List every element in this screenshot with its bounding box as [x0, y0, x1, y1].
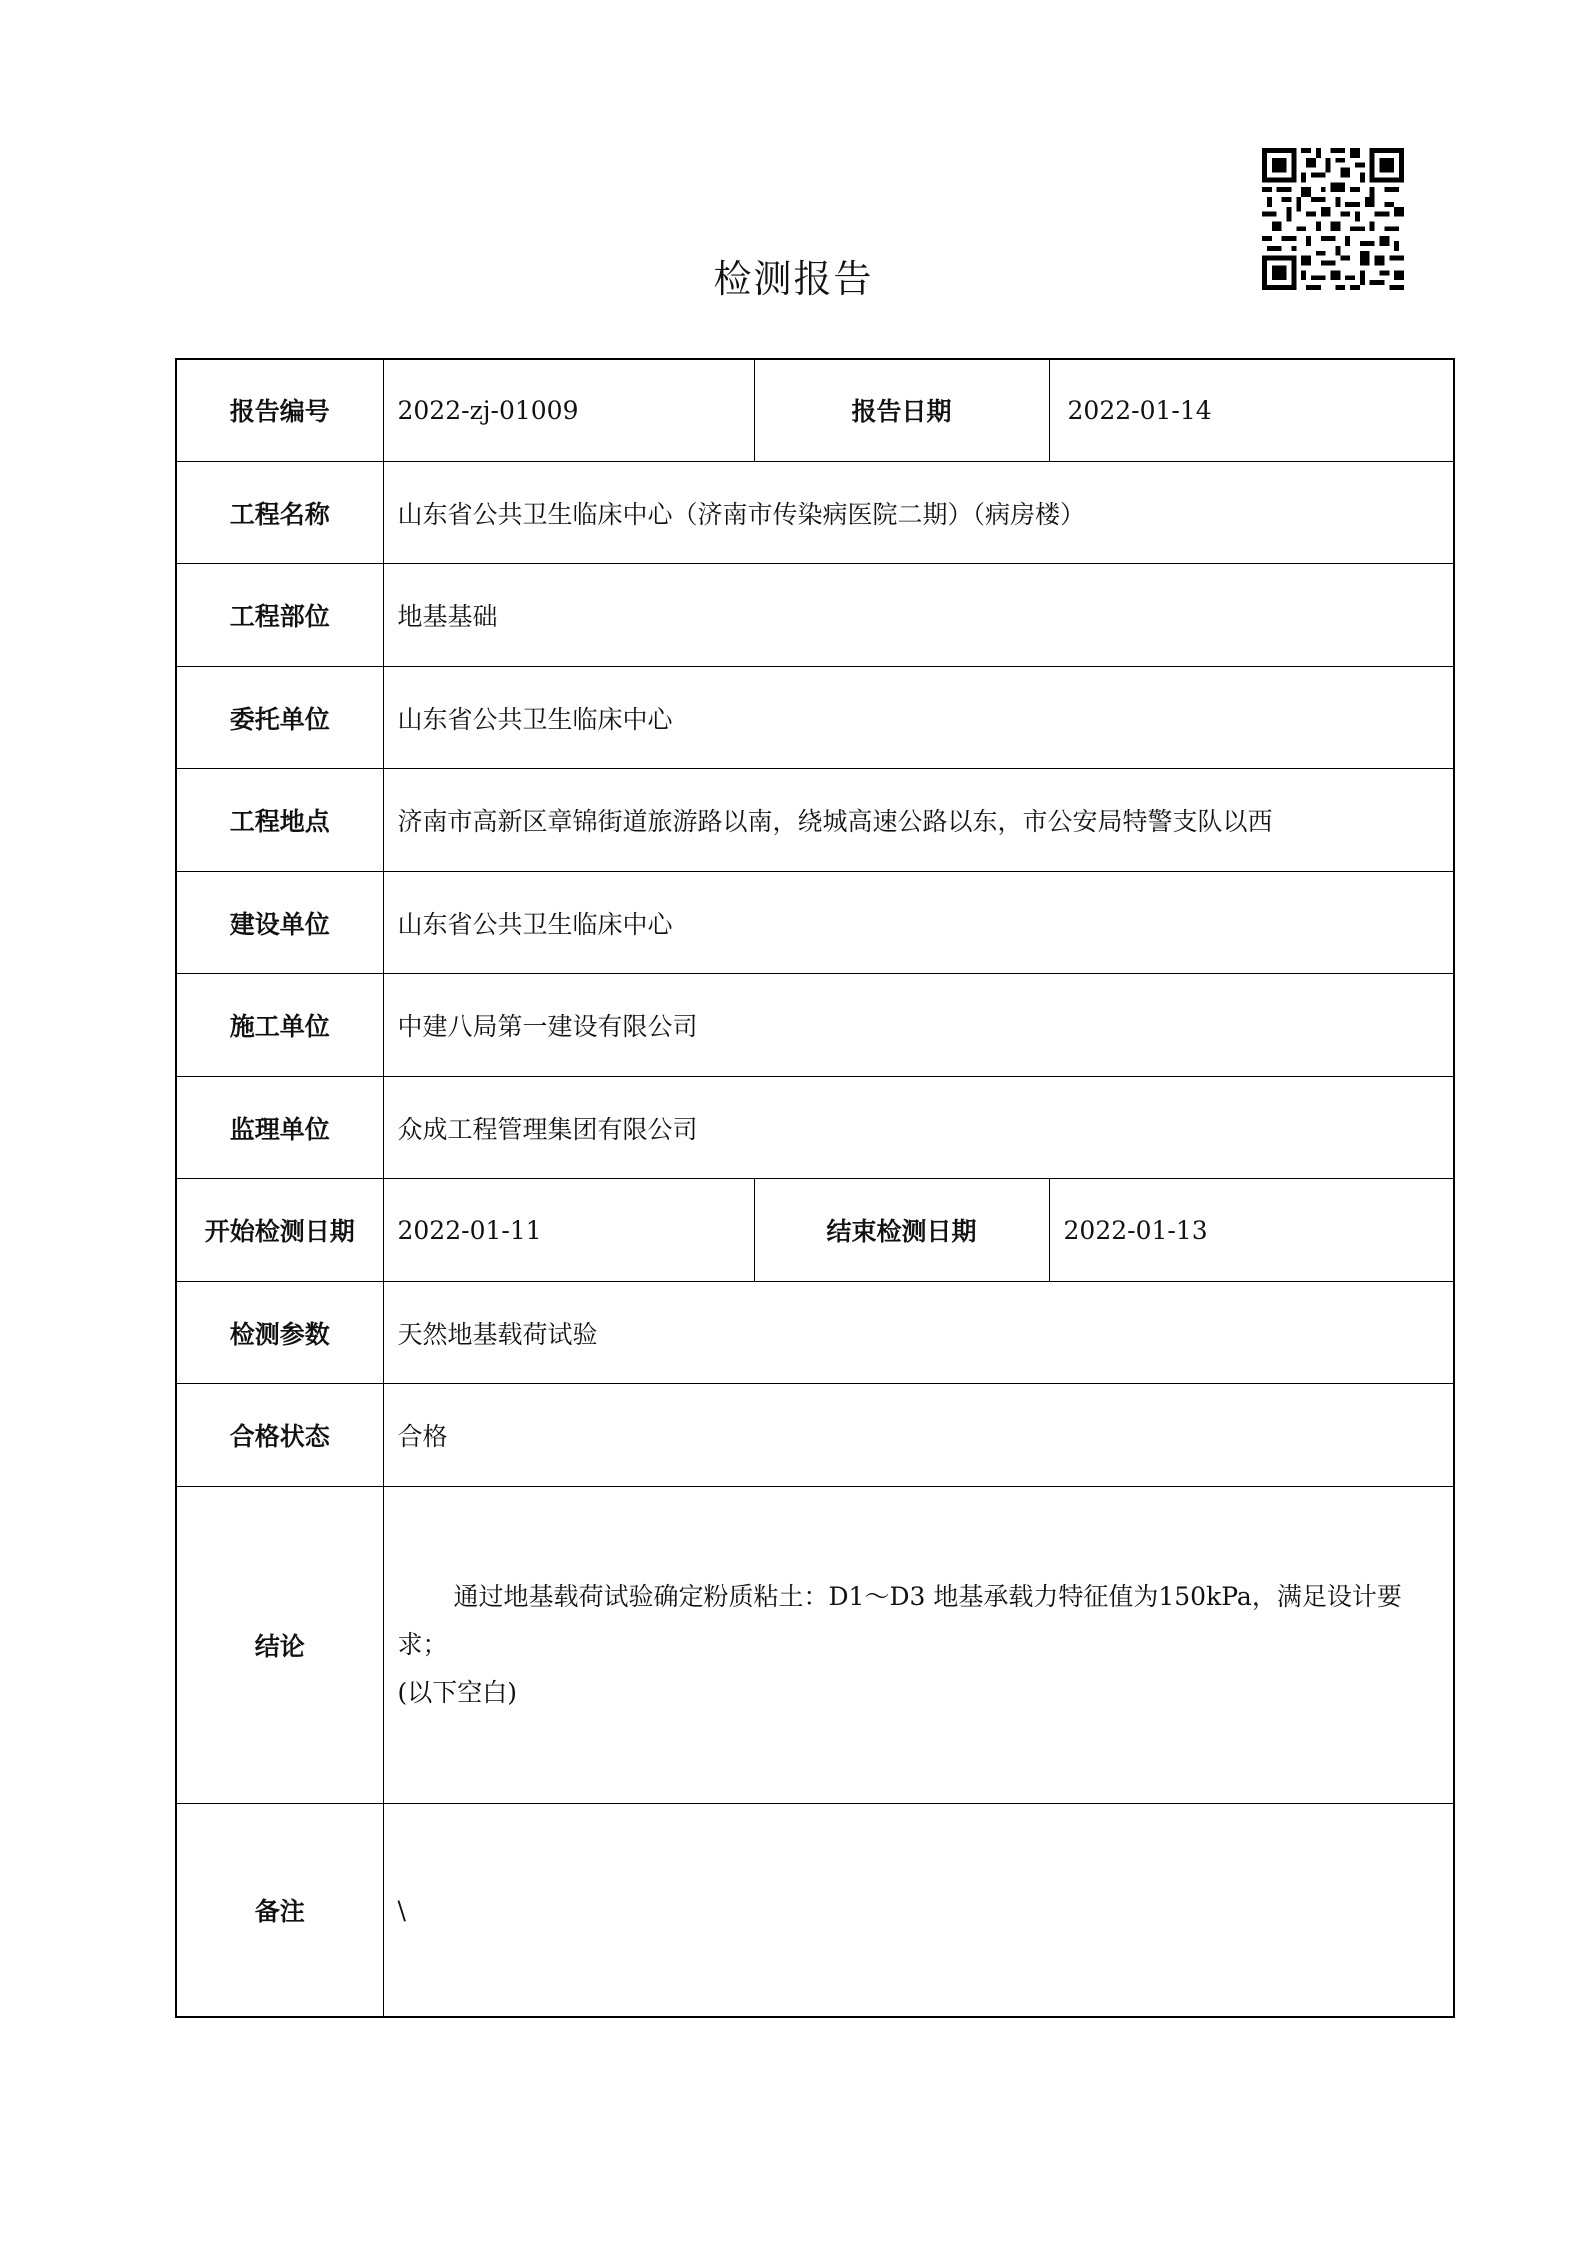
- row-builder: [176, 871, 1454, 973]
- report-no-label: 报告编号: [176, 359, 383, 461]
- project-part-label: 工程部位: [176, 564, 383, 666]
- client-value: 山东省公共卫生临床中心: [383, 666, 1454, 768]
- parameter-value: 天然地基载荷试验: [383, 1281, 1454, 1383]
- conclusion-blank-note: (以下空白): [397, 1678, 518, 1708]
- parameter-label: 检测参数: [176, 1281, 383, 1383]
- end-date-label: 结束检测日期: [754, 1179, 1049, 1281]
- location-value: 济南市高新区章锦街道旅游路以南，绕城高速公路以东，市公安局特警支队以西: [383, 769, 1454, 871]
- contractor-label: 施工单位: [176, 974, 383, 1076]
- client-label: 委托单位: [176, 666, 383, 768]
- report-date-label: 报告日期: [754, 359, 1049, 461]
- builder-label: 建设单位: [176, 871, 383, 973]
- conclusion-label: 结论: [176, 1486, 383, 1804]
- supervisor-value: 众成工程管理集团有限公司: [383, 1076, 1454, 1178]
- row-location: [176, 769, 1454, 871]
- conclusion-cell: [383, 1486, 1454, 1804]
- contractor-value: 中建八局第一建设有限公司: [383, 974, 1454, 1076]
- remarks-label: 备注: [176, 1804, 383, 2017]
- row-report-no: [176, 359, 1454, 461]
- report-table: [175, 358, 1455, 2018]
- row-client: [176, 666, 1454, 768]
- page-title: 检测报告: [713, 257, 874, 301]
- qr-code-icon: [1262, 148, 1404, 290]
- status-label: 合格状态: [176, 1384, 383, 1486]
- start-date-value: 2022-01-11: [383, 1179, 754, 1281]
- location-label: 工程地点: [176, 769, 383, 871]
- conclusion-text: 通过地基载荷试验确定粉质粘土：D1～D3 地基承载力特征值为150kPa，满足设计要求；: [397, 1582, 1402, 1660]
- status-value: 合格: [383, 1384, 1454, 1486]
- project-name-label: 工程名称: [176, 461, 383, 563]
- report-date-value: 2022-01-14: [1049, 359, 1454, 461]
- row-project-part: [176, 564, 1454, 666]
- start-date-label: 开始检测日期: [176, 1179, 383, 1281]
- row-parameter: [176, 1281, 1454, 1383]
- project-part-value: 地基基础: [383, 564, 1454, 666]
- row-status: [176, 1384, 1454, 1486]
- supervisor-label: 监理单位: [176, 1076, 383, 1178]
- row-remarks: [176, 1804, 1454, 2017]
- row-test-dates: [176, 1179, 1454, 1281]
- row-conclusion: [176, 1486, 1454, 1804]
- project-name-value: 山东省公共卫生临床中心（济南市传染病医院二期）（病房楼）: [383, 461, 1454, 563]
- row-contractor: [176, 974, 1454, 1076]
- row-supervisor: [176, 1076, 1454, 1178]
- remarks-value: \: [383, 1804, 1454, 2017]
- builder-value: 山东省公共卫生临床中心: [383, 871, 1454, 973]
- row-project-name: [176, 461, 1454, 563]
- end-date-value: 2022-01-13: [1049, 1179, 1454, 1281]
- report-no-value: 2022-zj-01009: [383, 359, 754, 461]
